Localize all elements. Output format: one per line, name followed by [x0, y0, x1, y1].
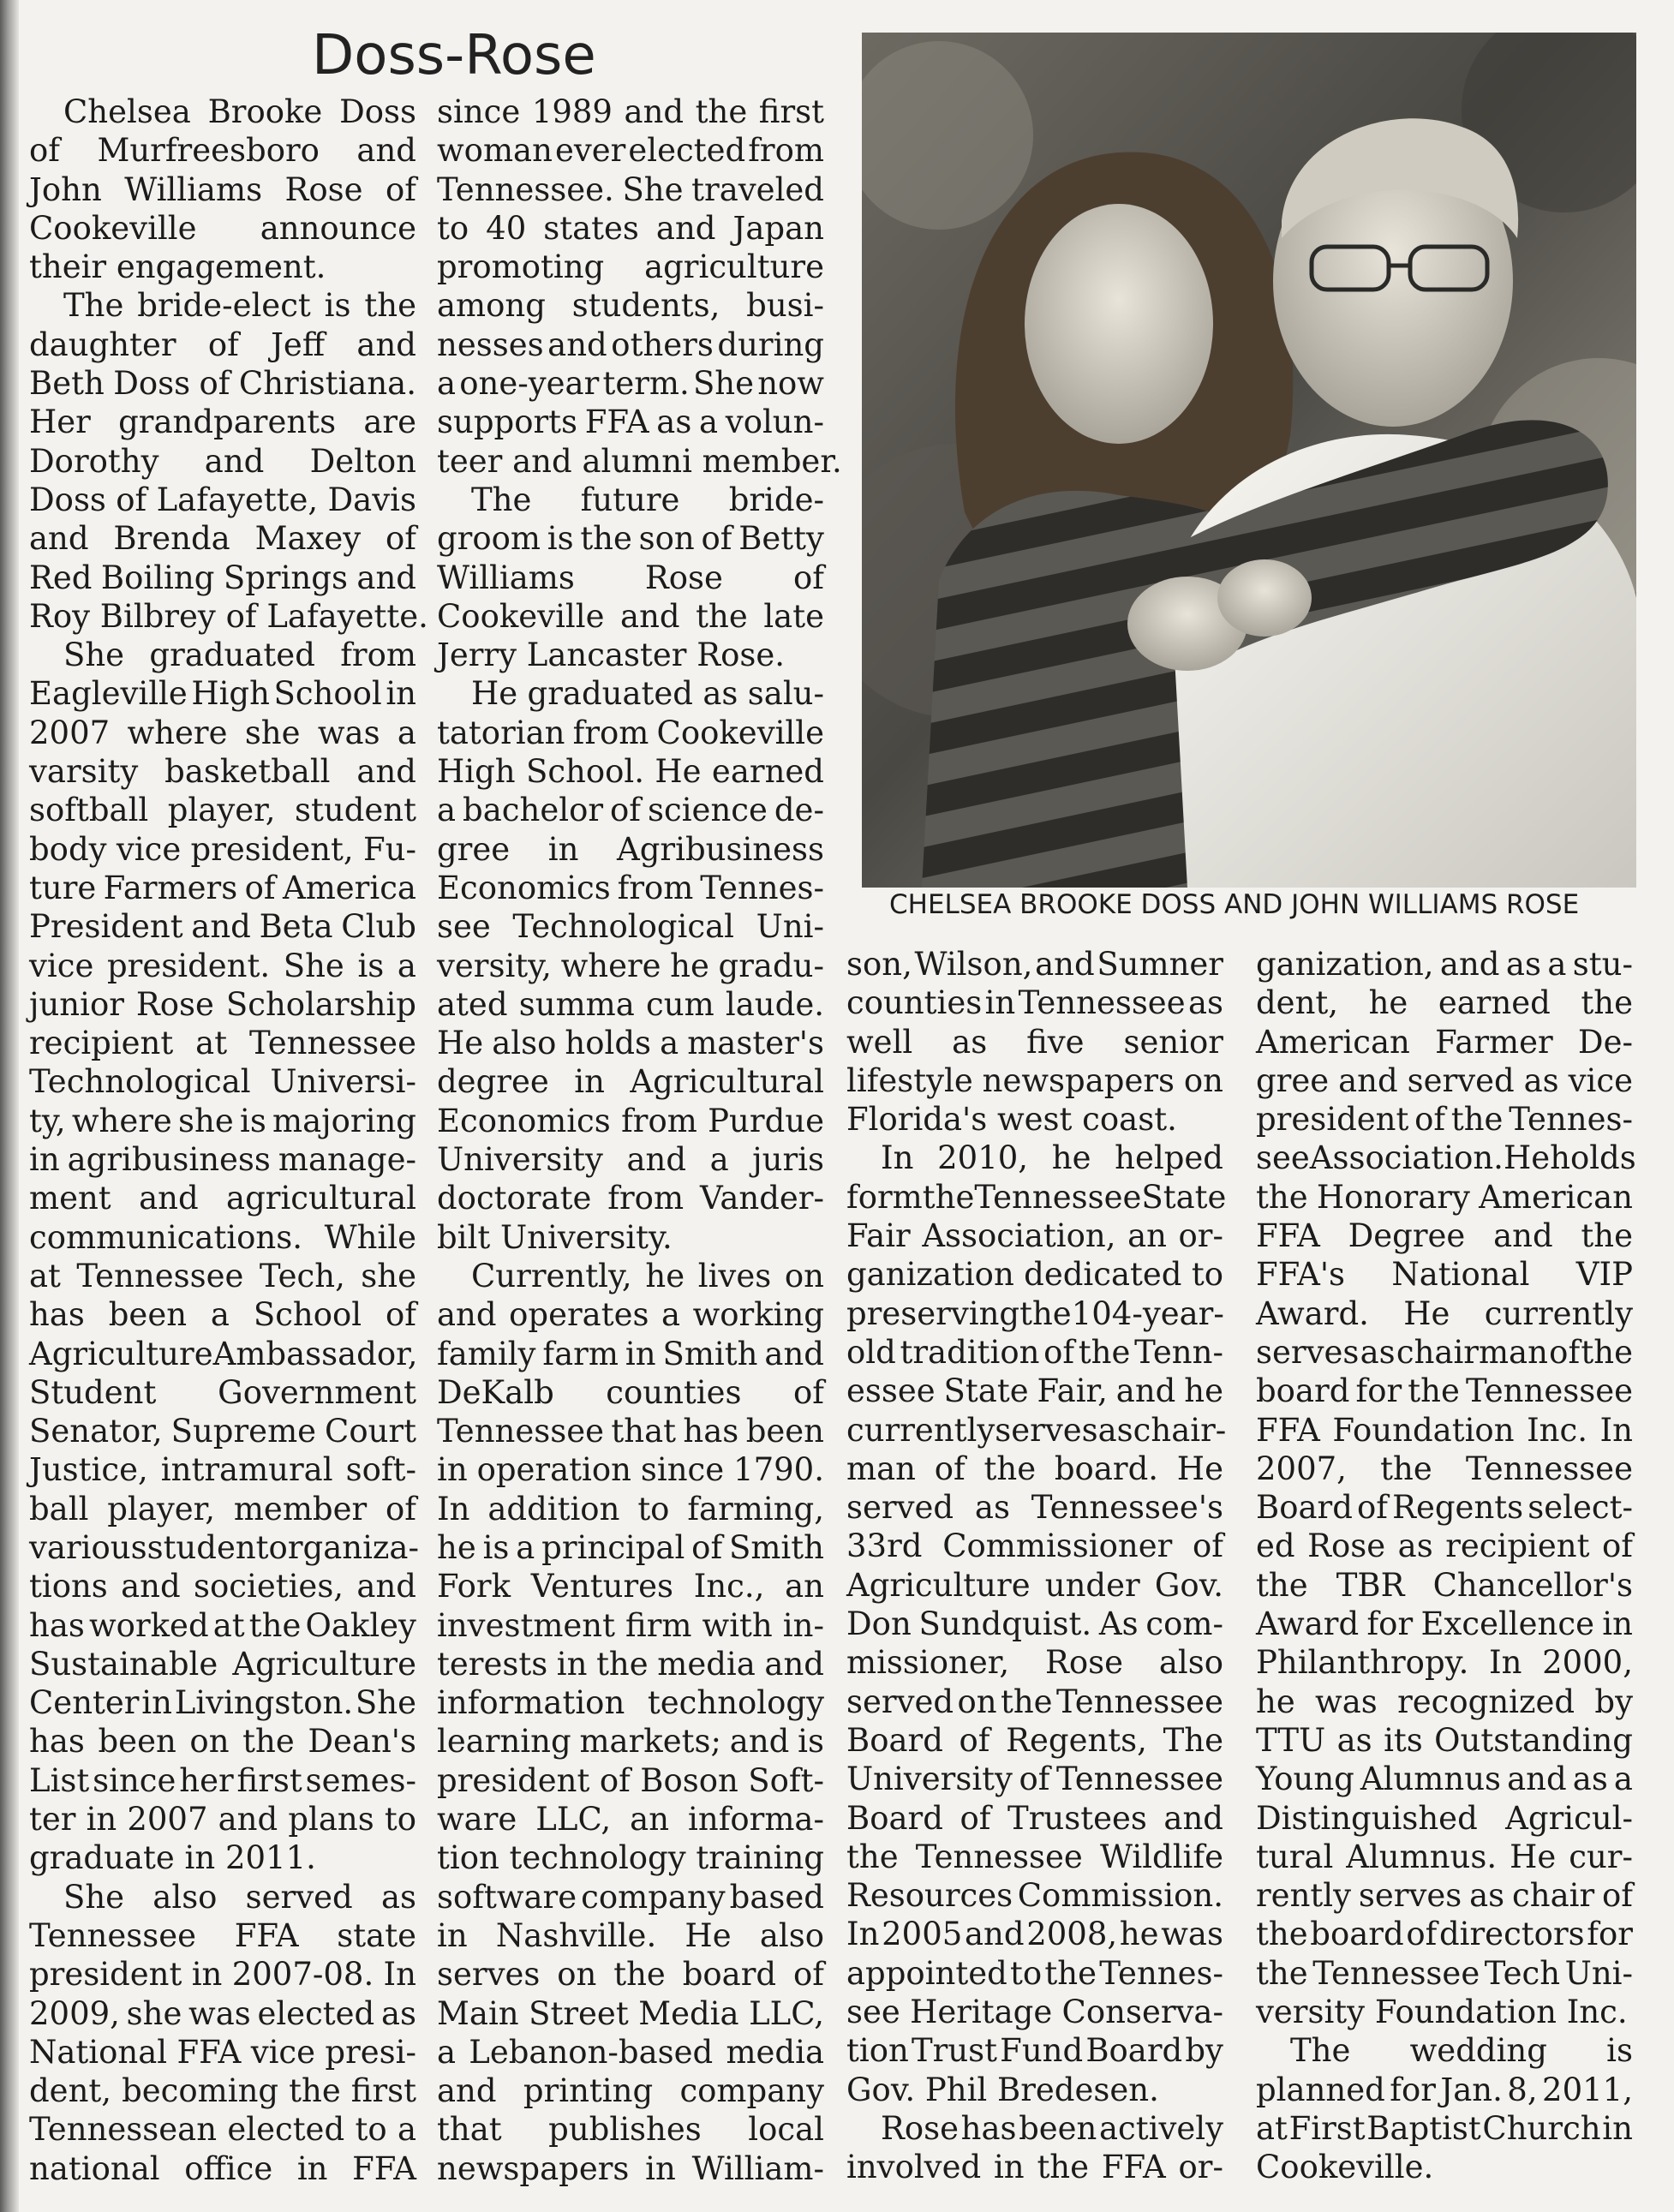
text-line: Award. He currently [1256, 1294, 1633, 1332]
article-column-1 [29, 93, 428, 2188]
text-line: promoting agriculture [437, 248, 824, 286]
text-line: He graduated as salu- [471, 675, 824, 713]
text-line: investment firm with in- [437, 1606, 824, 1644]
text-line: graduate in 2011. [29, 1839, 316, 1877]
text-line: woman ever elected from [437, 132, 824, 170]
text-line: versity Foundation Inc. [1256, 1994, 1628, 2031]
text-line: Student Government [29, 1373, 416, 1411]
text-line: the Tennessee Tech Uni- [1256, 1954, 1633, 1992]
text-line: communications. While [29, 1218, 416, 1256]
text-line: softball player, student [29, 792, 416, 829]
text-line: planned for Jan. 8, 2011, [1256, 2071, 1633, 2108]
text-line: see Technological Uni- [437, 908, 824, 946]
text-line: ated summa cum laude. [437, 985, 824, 1023]
text-line: In 2005 and 2008, he was [846, 1916, 1223, 1953]
text-line: learning markets; and is [437, 1723, 824, 1761]
text-line: Tennessee. She traveled [437, 170, 824, 208]
text-line: teer and alumni member. [437, 442, 842, 480]
text-line: Center in Livingston. She [29, 1684, 416, 1722]
text-line: University and a juris [437, 1141, 824, 1179]
engagement-photo [862, 33, 1636, 888]
text-line: served on the Tennessee [846, 1683, 1223, 1720]
text-line: Distinguished Agricul- [1256, 1799, 1633, 1837]
text-line: to 40 states and Japan [437, 209, 824, 247]
text-line: 33rd Commissioner of [846, 1527, 1223, 1565]
text-line: versity, where he gradu- [437, 947, 824, 984]
text-line: 2009, she was elected as [29, 1994, 416, 2032]
text-line: a bachelor of science de- [437, 792, 824, 829]
text-line: missioner, Rose also [846, 1644, 1223, 1682]
text-line: junior Rose Scholarship [29, 985, 416, 1023]
text-line: president of Boson Soft- [437, 1761, 824, 1799]
text-line: counties in Tennessee as [846, 984, 1223, 1022]
text-line: software company based [437, 1878, 824, 1916]
text-line: ture Farmers of America [29, 869, 416, 906]
text-line: Eagleville High School in [29, 675, 416, 713]
text-line: tion technology training [437, 1839, 824, 1877]
text-line: ware LLC, an informa- [437, 1801, 824, 1838]
text-line: Young Alumnus and as a [1256, 1761, 1633, 1798]
article-column-4 [1256, 945, 1636, 2187]
text-line: Beth Doss of Christiana. [29, 365, 416, 403]
text-line: The future bride- [471, 481, 824, 518]
text-line: ganization dedicated to [846, 1256, 1223, 1294]
text-line: DeKalb counties of [437, 1373, 824, 1411]
text-line: National FFA vice presi- [29, 2033, 416, 2071]
text-line: Gov. Phil Bredesen. [846, 2071, 1159, 2108]
text-line: Cookeville announce [29, 209, 416, 247]
text-line: in agribusiness manage- [29, 1141, 416, 1179]
text-line: he is a principal of Smith [437, 1528, 824, 1566]
text-line: tions and societies, and [29, 1568, 416, 1605]
text-line: Fork Ventures Inc., an [437, 1568, 824, 1605]
text-line: and printing company [437, 2072, 824, 2110]
text-line: preserving the 104-year- [846, 1294, 1224, 1332]
text-line: groom is the son of Betty [437, 520, 824, 558]
text-line: He also holds a master's [437, 1025, 824, 1062]
text-line: bilt University. [437, 1218, 673, 1256]
text-line: president in 2007-08. In [29, 1956, 416, 1994]
text-line: Agriculture Ambassador, [29, 1335, 418, 1372]
text-line: degree in Agricultural [437, 1063, 824, 1101]
text-line: Technological Universi- [29, 1063, 416, 1101]
text-line: their engagement. [29, 248, 326, 286]
text-line: Currently, he lives on [471, 1257, 824, 1294]
article-column-3 [846, 945, 1227, 2187]
text-line: old tradition of the Tenn- [846, 1333, 1223, 1371]
text-line: Board of Trustees and [846, 1799, 1223, 1837]
text-line: involved in the FFA or- [846, 2149, 1223, 2186]
text-line: the Honorary American [1256, 1178, 1633, 1216]
text-line: Rose has been actively [881, 2109, 1223, 2147]
text-line: American Farmer De- [1256, 1023, 1633, 1061]
text-line: the TBR Chancellor's [1256, 1566, 1633, 1604]
text-line: supports FFA as a volun- [437, 404, 824, 441]
text-line: John Williams Rose of [29, 170, 416, 208]
text-line: appointed to the Tennes- [846, 1954, 1223, 1992]
text-line: body vice president, Fu- [29, 830, 416, 868]
text-line: TTU as its Outstanding [1256, 1721, 1633, 1759]
text-line: terests in the media and [437, 1645, 824, 1683]
text-line: Main Street Media LLC, [437, 1994, 824, 2032]
text-line: and operates a working [437, 1296, 824, 1334]
text-line: ganization, and as a stu- [1256, 946, 1633, 983]
text-line: The bride-elect is the [63, 287, 416, 325]
text-line: among students, busi- [437, 287, 824, 325]
text-line: at Tennessee Tech, she [29, 1257, 416, 1294]
text-line: Economics from Tennes- [437, 869, 824, 906]
text-line: 2007 where she was a [29, 714, 416, 751]
text-line: see Association. He holds [1256, 1139, 1636, 1177]
text-line: tatorian from Cookeville [437, 714, 824, 751]
text-line: 2007, the Tennessee [1256, 1450, 1633, 1487]
text-line: man of the board. He [846, 1450, 1223, 1487]
text-line: since 1989 and the first [437, 93, 824, 130]
text-line: a Lebanon-based media [437, 2033, 824, 2071]
text-line: Economics from Purdue [437, 1102, 824, 1139]
text-line: Cookeville. [1256, 2149, 1434, 2186]
text-line: gree and served as vice [1256, 1061, 1633, 1099]
text-line: daughter of Jeff and [29, 326, 416, 363]
text-line: in Nashville. He also [437, 1916, 824, 1954]
text-line: Award for Excellence in [1256, 1605, 1633, 1643]
text-line: Don Sundquist. As com- [846, 1605, 1223, 1643]
text-line: In 2010, he helped [881, 1139, 1223, 1177]
headline: Doss-Rose [312, 24, 596, 87]
text-line: FFA Degree and the [1256, 1217, 1633, 1255]
text-line: FFA Foundation Inc. In [1256, 1411, 1633, 1449]
text-line: ed Rose as recipient of [1256, 1527, 1633, 1565]
text-line: In addition to farming, [437, 1490, 824, 1527]
text-line: Resources Commission. [846, 1877, 1223, 1915]
text-line: tion Trust Fund Board by [846, 2032, 1223, 2070]
text-line: ty, where she is majoring [29, 1102, 416, 1139]
text-line: tural Alumnus. He cur- [1256, 1838, 1633, 1875]
text-line: Red Boiling Springs and [29, 559, 416, 596]
text-line: Board of Regents select- [1256, 1489, 1633, 1527]
text-line: University of Tennessee [846, 1761, 1223, 1798]
text-line: serves as chairman of the [1256, 1333, 1633, 1371]
text-line: dent, becoming the first [29, 2072, 416, 2110]
text-line: Her grandparents are [29, 404, 416, 441]
text-line: dent, he earned the [1256, 984, 1633, 1022]
text-line: various student organiza- [29, 1528, 419, 1566]
text-line: Dorothy and Delton [29, 442, 416, 480]
text-line: Cookeville and the late [437, 597, 824, 635]
text-line: family farm in Smith and [437, 1335, 824, 1372]
text-line: has been a School of [29, 1296, 416, 1334]
text-line: doctorate from Vander- [437, 1180, 824, 1217]
text-line: a one-year term. She now [437, 365, 824, 403]
photo-caption: CHELSEA BROOKE DOSS AND JOHN WILLIAMS ROSE [889, 889, 1580, 920]
text-line: currently serves as chair- [846, 1411, 1227, 1449]
text-line: serves on the board of [437, 1956, 824, 1994]
text-line: List since her first semes- [29, 1761, 416, 1799]
text-line: varsity basketball and [29, 753, 416, 791]
text-line: in operation since 1790. [437, 1451, 824, 1489]
text-line: and Brenda Maxey of [29, 520, 416, 558]
text-line: recipient at Tennessee [29, 1025, 416, 1062]
text-line: Williams Rose of [437, 559, 824, 596]
text-line: that publishes local [437, 2111, 824, 2149]
text-line: Doss of Lafayette, Davis [29, 481, 416, 518]
text-line: She also served as [63, 1878, 416, 1916]
text-line: board for the Tennessee [1256, 1372, 1633, 1410]
text-line: Sustainable Agriculture [29, 1645, 416, 1683]
text-line: Tennessean elected to a [29, 2111, 416, 2149]
text-line: Senator, Supreme Court [29, 1413, 416, 1450]
text-line: information technology [437, 1684, 824, 1722]
text-line: the Tennessee Wildlife [846, 1838, 1223, 1875]
text-line: nesses and others during [437, 326, 824, 363]
text-line: has been on the Dean's [29, 1723, 416, 1761]
text-line: newspapers in William- [437, 2149, 824, 2187]
text-line: Chelsea Brooke Doss [63, 93, 416, 130]
text-line: he was recognized by [1256, 1683, 1633, 1720]
text-line: national office in FFA [29, 2149, 416, 2187]
text-line: has worked at the Oakley [29, 1606, 416, 1644]
text-line: lifestyle newspapers on [846, 1061, 1223, 1099]
text-line: president of the Tennes- [1256, 1101, 1633, 1139]
text-line: the board of directors for [1256, 1916, 1633, 1953]
article-column-2 [437, 93, 842, 2188]
text-line: ter in 2007 and plans to [29, 1801, 416, 1838]
text-line: essee State Fair, and he [846, 1372, 1223, 1410]
text-line: vice president. She is a [29, 947, 416, 984]
text-line: The wedding is [1290, 2032, 1633, 2070]
text-line: well as five senior [846, 1023, 1223, 1061]
text-line: Justice, intramural soft- [29, 1451, 416, 1489]
text-line: Fair Association, an or- [846, 1217, 1223, 1255]
text-line: She graduated from [63, 637, 416, 674]
text-line: form the Tennessee State [846, 1178, 1227, 1216]
text-line: rently serves as chair of [1256, 1877, 1633, 1915]
page-edge-shadow [0, 0, 19, 2212]
text-line: Board of Regents, The [846, 1721, 1223, 1759]
text-line: gree in Agribusiness [437, 830, 824, 868]
text-line: High School. He earned [437, 753, 824, 791]
text-line: son, Wilson, and Sumner [846, 946, 1223, 983]
text-line: FFA's National VIP [1256, 1256, 1633, 1294]
text-line: Florida's west coast. [846, 1101, 1177, 1139]
text-line: Tennessee FFA state [29, 1916, 416, 1954]
text-line: ball player, member of [29, 1490, 416, 1527]
text-line: President and Beta Club [29, 908, 416, 946]
text-line: at First Baptist Church in [1256, 2109, 1633, 2147]
text-line: Jerry Lancaster Rose. [437, 637, 785, 674]
text-line: ment and agricultural [29, 1180, 416, 1217]
text-line: Philanthropy. In 2000, [1256, 1644, 1633, 1682]
text-line: of Murfreesboro and [29, 132, 416, 170]
text-line: served as Tennessee's [846, 1489, 1223, 1527]
text-line: see Heritage Conserva- [846, 1994, 1223, 2031]
text-line: Tennessee that has been [437, 1413, 824, 1450]
text-line: Agriculture under Gov. [846, 1566, 1223, 1604]
text-line: Roy Bilbrey of Lafayette. [29, 597, 428, 635]
